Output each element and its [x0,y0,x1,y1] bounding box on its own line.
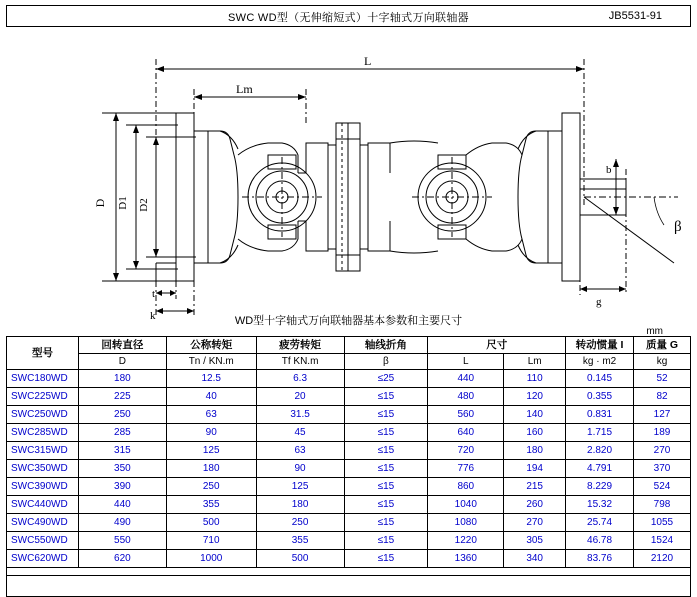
table-row [7,388,691,406]
table-row [7,532,691,550]
cell-L: 720 [428,442,504,460]
standard-code: JB5531-91 [608,10,662,22]
document-title: SWC WD型（无伸缩短式）十字轴式万向联轴器 [228,12,469,24]
cell-Tn: 125 [166,442,256,460]
th-mass: 质量 G [634,337,691,354]
cell-I: 83.76 [566,550,634,568]
cell-I: 15.32 [566,496,634,514]
cell-Lm: 110 [504,370,566,388]
label-t: t [152,288,156,300]
cell-Tf: 31.5 [256,406,344,424]
cell-model: SWC250WD [7,406,79,424]
cell-G: 2120 [634,550,691,568]
cell-L: 1080 [428,514,504,532]
technical-drawing [6,27,691,322]
cell-Lm: 180 [504,442,566,460]
cell-model: SWC390WD [7,478,79,496]
cell-D: 250 [78,406,166,424]
cell-D: 225 [78,388,166,406]
th-sub-Tn: Tn / KN.m [166,354,256,370]
cell-D: 180 [78,370,166,388]
cell-Tn: 710 [166,532,256,550]
cell-model: SWC490WD [7,514,79,532]
label-b: b [606,164,612,176]
th-sub-I: kg · m2 [566,354,634,370]
empty-rows-area [6,568,691,597]
cell-Lm: 194 [504,460,566,478]
cell-Tf: 250 [256,514,344,532]
cell-beta: ≤15 [344,478,428,496]
cell-model: SWC620WD [7,550,79,568]
cell-beta: ≤15 [344,550,428,568]
cell-G: 270 [634,442,691,460]
cell-Tn: 90 [166,424,256,442]
cell-Lm: 215 [504,478,566,496]
cell-G: 52 [634,370,691,388]
cell-beta: ≤15 [344,388,428,406]
cell-G: 1524 [634,532,691,550]
th-nominal-torque: 公称转矩 [166,337,256,354]
cell-L: 1040 [428,496,504,514]
th-fatigue-torque: 疲劳转矩 [256,337,344,354]
cell-model: SWC550WD [7,532,79,550]
th-sub-L: L [428,354,504,370]
document-header [6,5,691,27]
table-row [7,478,691,496]
cell-Tf: 45 [256,424,344,442]
cell-I: 1.715 [566,424,634,442]
cell-G: 798 [634,496,691,514]
cell-Tn: 250 [166,478,256,496]
th-angle: 轴线折角 [344,337,428,354]
table-row [7,370,691,388]
label-L: L [364,54,372,68]
label-g: g [596,296,602,308]
cell-D: 440 [78,496,166,514]
cell-Lm: 305 [504,532,566,550]
cell-L: 480 [428,388,504,406]
cell-G: 1055 [634,514,691,532]
unit-note: mm [646,326,663,337]
cell-Tf: 20 [256,388,344,406]
cell-D: 490 [78,514,166,532]
bottom-rule [6,575,691,576]
cell-Lm: 270 [504,514,566,532]
label-beta: β [674,219,682,235]
spec-table-body [7,370,691,568]
table-row [7,406,691,424]
cell-D: 350 [78,460,166,478]
table-row [7,442,691,460]
table-row [7,514,691,532]
cell-Tf: 355 [256,532,344,550]
cell-G: 370 [634,460,691,478]
th-diameter: 回转直径 [78,337,166,354]
cell-I: 0.355 [566,388,634,406]
cell-D: 315 [78,442,166,460]
spec-table [6,336,691,568]
cell-Tf: 6.3 [256,370,344,388]
label-k: k [150,310,156,322]
cell-Tn: 12.5 [166,370,256,388]
cell-I: 8.229 [566,478,634,496]
th-model: 型号 [7,337,79,370]
th-sub-D: D [78,354,166,370]
cell-model: SWC350WD [7,460,79,478]
cell-model: SWC180WD [7,370,79,388]
cell-beta: ≤15 [344,406,428,424]
cell-model: SWC440WD [7,496,79,514]
th-sub-Lm: Lm [504,354,566,370]
cell-Lm: 260 [504,496,566,514]
cell-I: 46.78 [566,532,634,550]
cell-Lm: 120 [504,388,566,406]
cell-I: 0.145 [566,370,634,388]
drawing-caption: WD型十字轴式万向联轴器基本参数和主要尺寸 [234,315,463,327]
spec-table-wrapper [6,336,691,568]
cell-Tf: 180 [256,496,344,514]
cell-L: 776 [428,460,504,478]
cell-beta: ≤15 [344,514,428,532]
cell-Tn: 40 [166,388,256,406]
label-D2: D2 [138,198,150,212]
cell-L: 560 [428,406,504,424]
cell-D: 620 [78,550,166,568]
cell-Tn: 63 [166,406,256,424]
label-Lm: Lm [236,82,253,96]
th-dimensions: 尺寸 [428,337,566,354]
cell-beta: ≤15 [344,424,428,442]
cell-Tn: 355 [166,496,256,514]
cell-I: 4.791 [566,460,634,478]
cell-G: 82 [634,388,691,406]
th-sub-beta: β [344,354,428,370]
cell-L: 640 [428,424,504,442]
table-row [7,496,691,514]
cell-Tn: 1000 [166,550,256,568]
cell-Tf: 63 [256,442,344,460]
cell-Tn: 500 [166,514,256,532]
cell-Tn: 180 [166,460,256,478]
table-row [7,460,691,478]
th-sub-G: kg [634,354,691,370]
cell-Lm: 340 [504,550,566,568]
table-row [7,550,691,568]
cell-G: 127 [634,406,691,424]
cell-beta: ≤15 [344,496,428,514]
th-sub-Tf: Tf KN.m [256,354,344,370]
cell-I: 25.74 [566,514,634,532]
cell-I: 2.820 [566,442,634,460]
cell-G: 189 [634,424,691,442]
cell-G: 524 [634,478,691,496]
cell-model: SWC285WD [7,424,79,442]
cell-L: 1220 [428,532,504,550]
cell-beta: ≤25 [344,370,428,388]
cell-Tf: 125 [256,478,344,496]
cell-I: 0.831 [566,406,634,424]
cell-model: SWC225WD [7,388,79,406]
cell-beta: ≤15 [344,460,428,478]
cell-model: SWC315WD [7,442,79,460]
cell-beta: ≤15 [344,442,428,460]
cell-Tf: 500 [256,550,344,568]
cell-L: 440 [428,370,504,388]
cell-Tf: 90 [256,460,344,478]
cell-Lm: 160 [504,424,566,442]
cell-D: 550 [78,532,166,550]
label-D1: D1 [117,196,129,210]
cell-Lm: 140 [504,406,566,424]
cell-L: 1360 [428,550,504,568]
cell-D: 390 [78,478,166,496]
cell-D: 285 [78,424,166,442]
cell-L: 860 [428,478,504,496]
th-inertia: 转动惯量 I [566,337,634,354]
label-D: D [93,198,107,208]
cell-beta: ≤15 [344,532,428,550]
table-row [7,424,691,442]
